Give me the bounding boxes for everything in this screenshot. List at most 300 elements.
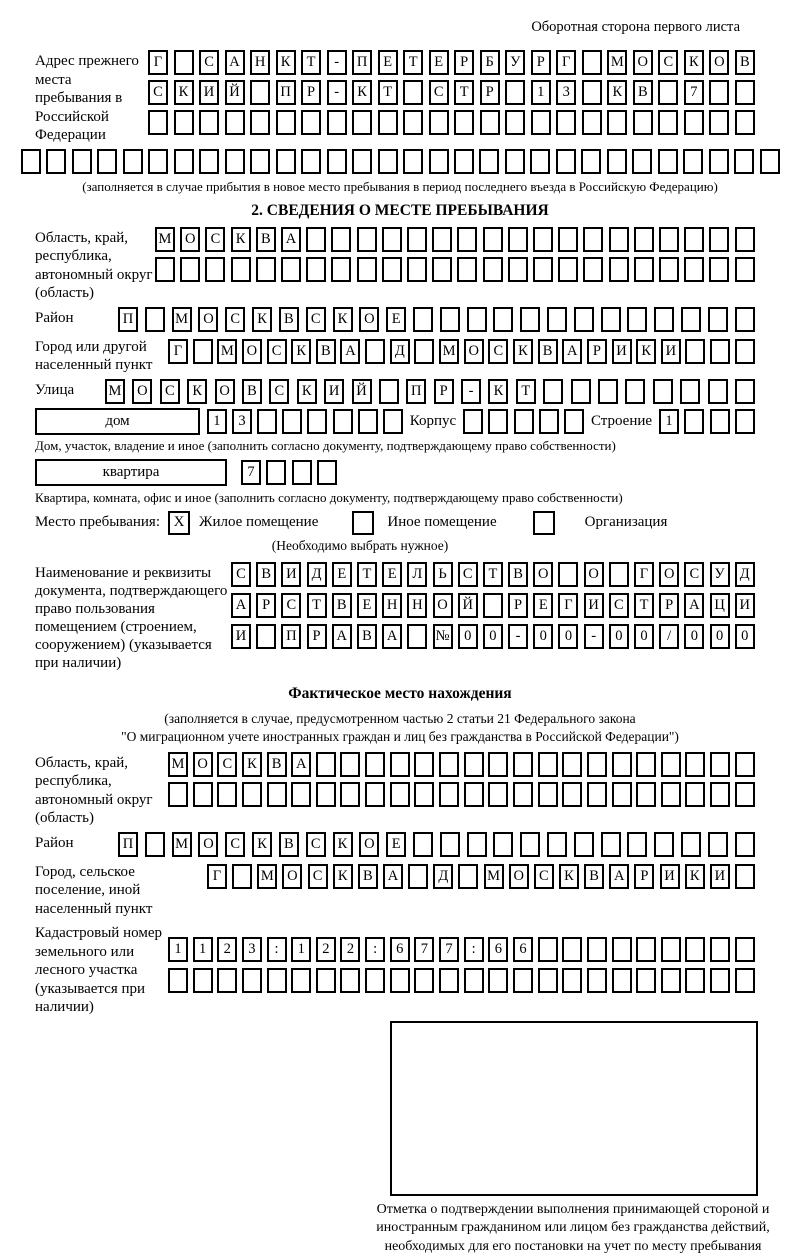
char-cell: К — [488, 379, 508, 404]
char-cell — [266, 460, 286, 485]
char-cell: 1 — [193, 937, 213, 962]
char-cell — [231, 257, 251, 282]
char-cell — [467, 307, 487, 332]
char-cell: К — [242, 752, 262, 777]
char-cell — [547, 832, 567, 857]
actual-location-title: Фактическое место нахождения — [0, 685, 800, 703]
cell-row-korpus — [463, 409, 584, 434]
char-cell: К — [187, 379, 207, 404]
char-cell — [257, 409, 277, 434]
stamp-box-caption: Отметка о подтверждении выполнения принимающей стороной и иностранным гражданином или лицом без гражданства действий, необходимых для его постановки на учет по месту пребывания — [371, 1201, 775, 1256]
char-cell — [464, 752, 484, 777]
char-cell: К — [333, 832, 353, 857]
char-cell — [413, 832, 433, 857]
char-cell — [533, 227, 553, 252]
char-cell — [408, 864, 428, 889]
char-cell — [684, 409, 704, 434]
char-cell: В — [256, 227, 276, 252]
char-cell — [735, 307, 755, 332]
char-cell — [533, 257, 553, 282]
char-cell — [612, 968, 632, 993]
char-cell — [634, 227, 654, 252]
char-cell — [488, 752, 508, 777]
prev-address-block — [0, 50, 800, 145]
char-cell: К — [231, 227, 251, 252]
char-cell — [488, 782, 508, 807]
cell-row-stroenie — [659, 409, 755, 434]
street-label: Улица — [35, 379, 105, 400]
cell-row-actual-region-1 — [168, 752, 755, 777]
char-cell: Е — [429, 50, 449, 75]
char-cell: Е — [382, 562, 402, 587]
char-cell — [148, 110, 168, 135]
char-cell: Д — [390, 339, 410, 364]
char-cell — [340, 968, 360, 993]
char-cell — [564, 409, 584, 434]
char-cell: Ь — [433, 562, 453, 587]
char-cell — [21, 149, 41, 174]
char-cell: С — [429, 80, 449, 105]
char-cell: У — [505, 50, 525, 75]
char-cell — [581, 149, 601, 174]
char-cell: М — [607, 50, 627, 75]
char-cell — [333, 409, 353, 434]
char-cell — [636, 752, 656, 777]
char-cell — [582, 50, 602, 75]
char-cell: Б — [480, 50, 500, 75]
char-cell — [432, 227, 452, 252]
actual-city-label: Город, сельское поселение, иной населенный пункт — [35, 861, 207, 919]
char-cell — [658, 149, 678, 174]
char-cell — [709, 110, 729, 135]
char-cell: О — [198, 832, 218, 857]
apartment-row — [0, 459, 800, 486]
char-cell — [539, 409, 559, 434]
char-cell — [217, 968, 237, 993]
char-cell — [505, 80, 525, 105]
char-cell — [505, 149, 525, 174]
char-cell: К — [636, 339, 656, 364]
char-cell — [538, 752, 558, 777]
char-cell: В — [256, 562, 276, 587]
char-cell — [225, 149, 245, 174]
char-cell: О — [282, 864, 302, 889]
char-cell: 6 — [488, 937, 508, 962]
char-cell: Й — [352, 379, 372, 404]
char-cell: И — [584, 593, 604, 618]
char-cell — [378, 110, 398, 135]
char-cell — [317, 460, 337, 485]
char-cell — [708, 832, 728, 857]
char-cell: № — [433, 624, 453, 649]
char-cell — [710, 409, 730, 434]
char-cell — [276, 110, 296, 135]
char-cell: О — [709, 50, 729, 75]
char-cell: / — [659, 624, 679, 649]
prev-address-label: Адрес прежнего места пребывания в Российской Федерации — [35, 50, 148, 145]
char-cell — [352, 149, 372, 174]
char-cell — [340, 782, 360, 807]
char-cell: 1 — [659, 409, 679, 434]
char-cell: К — [297, 379, 317, 404]
char-cell — [709, 227, 729, 252]
char-cell — [193, 968, 213, 993]
char-cell: О — [198, 307, 218, 332]
char-cell — [148, 149, 168, 174]
apartment-caption: Квартира, комната, офис и иное (заполнить согласно документу, подтверждающему право собственности) — [0, 490, 800, 506]
char-cell — [654, 307, 674, 332]
char-cell: В — [279, 307, 299, 332]
char-cell: : — [365, 937, 385, 962]
document-label: Наименование и реквизиты документа, подтверждающего право пользования помещением (строением, сооружением) (указывается при наличии) — [35, 562, 231, 672]
char-cell: О — [633, 50, 653, 75]
city-label: Город или другой населенный пункт — [35, 336, 168, 375]
cell-row-actual-city — [207, 864, 755, 889]
char-cell — [709, 80, 729, 105]
char-cell — [365, 968, 385, 993]
cell-row-apartment — [241, 460, 337, 485]
char-cell — [709, 257, 729, 282]
char-cell — [612, 937, 632, 962]
char-cell: И — [199, 80, 219, 105]
char-cell — [684, 257, 704, 282]
char-cell: С — [148, 80, 168, 105]
char-cell: С — [205, 227, 225, 252]
char-cell: 1 — [207, 409, 227, 434]
char-cell: А — [562, 339, 582, 364]
char-cell: О — [242, 339, 262, 364]
cell-row-cadastral-2 — [168, 968, 755, 993]
char-cell — [199, 110, 219, 135]
char-cell — [414, 968, 434, 993]
char-cell — [587, 968, 607, 993]
char-cell: 0 — [458, 624, 478, 649]
stay-option-organizatsiya-label: Организация — [585, 514, 668, 531]
char-cell: Т — [403, 50, 423, 75]
char-cell — [429, 149, 449, 174]
char-cell: К — [685, 864, 705, 889]
char-cell: У — [710, 562, 730, 587]
char-cell — [734, 149, 754, 174]
char-cell: 0 — [609, 624, 629, 649]
char-cell: И — [735, 593, 755, 618]
stay-type-row — [0, 511, 800, 535]
char-cell — [558, 562, 578, 587]
char-cell: 7 — [241, 460, 261, 485]
char-cell — [556, 110, 576, 135]
char-cell — [256, 257, 276, 282]
char-cell: Г — [634, 562, 654, 587]
char-cell — [505, 110, 525, 135]
char-cell — [463, 409, 483, 434]
char-cell: Т — [634, 593, 654, 618]
char-cell: Г — [168, 339, 188, 364]
char-cell: К — [684, 50, 704, 75]
char-cell — [583, 257, 603, 282]
city-block — [0, 336, 800, 375]
char-cell: Н — [382, 593, 402, 618]
char-cell: В — [242, 379, 262, 404]
char-cell — [710, 752, 730, 777]
char-cell — [306, 227, 326, 252]
char-cell — [382, 257, 402, 282]
char-cell — [598, 379, 618, 404]
actual-location-caption-2: "О миграционном учете иностранных граждан и лиц без гражданства в Российской Федерации") — [0, 728, 800, 746]
char-cell: Г — [558, 593, 578, 618]
cell-row-prev-address-4 — [21, 149, 780, 174]
char-cell — [685, 339, 705, 364]
char-cell: Е — [378, 50, 398, 75]
char-cell — [199, 149, 219, 174]
char-cell — [583, 227, 603, 252]
char-cell: - — [461, 379, 481, 404]
char-cell — [250, 80, 270, 105]
region-block — [0, 227, 800, 303]
char-cell: В — [538, 339, 558, 364]
char-cell — [684, 110, 704, 135]
char-cell — [601, 307, 621, 332]
char-cell: Ц — [710, 593, 730, 618]
char-cell: П — [118, 307, 138, 332]
char-cell — [378, 149, 398, 174]
char-cell: О — [433, 593, 453, 618]
char-cell — [685, 968, 705, 993]
char-cell: С — [267, 339, 287, 364]
char-cell: О — [215, 379, 235, 404]
char-cell — [558, 227, 578, 252]
char-cell: Й — [458, 593, 478, 618]
char-cell — [407, 227, 427, 252]
char-cell — [513, 782, 533, 807]
char-cell: К — [352, 80, 372, 105]
char-cell: А — [291, 752, 311, 777]
char-cell — [538, 937, 558, 962]
house-caption: Дом, участок, владение и иное (заполнить согласно документу, подтверждающему право собственности) — [0, 438, 800, 454]
char-cell: Д — [433, 864, 453, 889]
char-cell: Р — [256, 593, 276, 618]
char-cell — [390, 782, 410, 807]
house-widebox: дом — [35, 408, 200, 435]
char-cell — [205, 257, 225, 282]
char-cell: С — [269, 379, 289, 404]
char-cell — [180, 257, 200, 282]
cell-row-document-1 — [231, 562, 755, 587]
char-cell — [327, 110, 347, 135]
char-cell: - — [584, 624, 604, 649]
char-cell: К — [252, 307, 272, 332]
char-cell — [562, 782, 582, 807]
char-cell — [123, 149, 143, 174]
char-cell — [301, 110, 321, 135]
char-cell — [709, 149, 729, 174]
char-cell: О — [584, 562, 604, 587]
char-cell — [390, 752, 410, 777]
char-cell — [327, 149, 347, 174]
char-cell — [627, 307, 647, 332]
char-cell — [407, 624, 427, 649]
char-cell: В — [508, 562, 528, 587]
char-cell — [562, 752, 582, 777]
char-cell — [439, 968, 459, 993]
char-cell: О — [359, 307, 379, 332]
district-block — [0, 307, 800, 332]
char-cell: С — [306, 307, 326, 332]
char-cell: 2 — [340, 937, 360, 962]
char-cell — [582, 80, 602, 105]
char-cell — [710, 937, 730, 962]
actual-region-label: Область, край, республика, автономный округ (область) — [35, 752, 168, 828]
char-cell — [331, 227, 351, 252]
char-cell: Р — [434, 379, 454, 404]
char-cell — [145, 832, 165, 857]
char-cell — [735, 752, 755, 777]
char-cell: 2 — [217, 937, 237, 962]
char-cell — [379, 379, 399, 404]
char-cell — [562, 968, 582, 993]
char-cell — [439, 782, 459, 807]
char-cell — [225, 110, 245, 135]
korpus-label: Корпус — [410, 413, 456, 430]
char-cell — [685, 937, 705, 962]
street-block — [0, 379, 800, 404]
char-cell: И — [281, 562, 301, 587]
char-cell — [432, 257, 452, 282]
char-cell: К — [607, 80, 627, 105]
char-cell: 1 — [291, 937, 311, 962]
char-cell — [493, 307, 513, 332]
char-cell — [632, 149, 652, 174]
char-cell: 7 — [684, 80, 704, 105]
char-cell — [587, 782, 607, 807]
char-cell: О — [180, 227, 200, 252]
char-cell: С — [217, 752, 237, 777]
char-cell — [242, 968, 262, 993]
char-cell — [513, 968, 533, 993]
char-cell — [46, 149, 66, 174]
char-cell — [574, 307, 594, 332]
char-cell — [636, 968, 656, 993]
char-cell — [483, 593, 503, 618]
char-cell: С — [225, 307, 245, 332]
cell-row-actual-region-2 — [168, 782, 755, 807]
char-cell — [306, 257, 326, 282]
char-cell — [607, 110, 627, 135]
char-cell: К — [276, 50, 296, 75]
char-cell — [155, 257, 175, 282]
actual-district-block — [0, 832, 800, 857]
char-cell: Е — [332, 562, 352, 587]
char-cell — [480, 110, 500, 135]
char-cell: 0 — [735, 624, 755, 649]
char-cell — [609, 562, 629, 587]
char-cell — [636, 782, 656, 807]
char-cell — [256, 624, 276, 649]
char-cell: 0 — [710, 624, 730, 649]
char-cell: Т — [378, 80, 398, 105]
char-cell: Р — [454, 50, 474, 75]
char-cell — [440, 307, 460, 332]
char-cell — [574, 832, 594, 857]
char-cell — [358, 409, 378, 434]
char-cell: Д — [307, 562, 327, 587]
char-cell — [457, 227, 477, 252]
cell-row-actual-district — [118, 832, 755, 857]
char-cell: Р — [307, 624, 327, 649]
char-cell: Г — [148, 50, 168, 75]
char-cell: Е — [386, 307, 406, 332]
char-cell: О — [659, 562, 679, 587]
char-cell — [403, 80, 423, 105]
char-cell — [633, 110, 653, 135]
char-cell: И — [710, 864, 730, 889]
char-cell — [661, 782, 681, 807]
char-cell: В — [267, 752, 287, 777]
char-cell: 0 — [483, 624, 503, 649]
char-cell: М — [484, 864, 504, 889]
stay-option-zhiloe-label: Жилое помещение — [199, 514, 318, 531]
char-cell — [292, 460, 312, 485]
char-cell: В — [332, 593, 352, 618]
char-cell — [331, 257, 351, 282]
char-cell — [174, 50, 194, 75]
char-cell — [562, 937, 582, 962]
char-cell — [429, 110, 449, 135]
char-cell: М — [168, 752, 188, 777]
char-cell — [612, 752, 632, 777]
char-cell — [530, 149, 550, 174]
char-cell: М — [105, 379, 125, 404]
char-cell: В — [358, 864, 378, 889]
char-cell — [242, 782, 262, 807]
char-cell: М — [172, 307, 192, 332]
char-cell: 1 — [168, 937, 188, 962]
char-cell — [680, 379, 700, 404]
char-cell: А — [382, 624, 402, 649]
checkbox-inoe — [352, 511, 374, 535]
char-cell: 7 — [414, 937, 434, 962]
char-cell: С — [308, 864, 328, 889]
char-cell: С — [609, 593, 629, 618]
char-cell: 0 — [634, 624, 654, 649]
cadastral-block — [0, 922, 800, 1017]
char-cell — [735, 339, 755, 364]
char-cell: К — [291, 339, 311, 364]
char-cell: К — [333, 864, 353, 889]
char-cell: К — [174, 80, 194, 105]
char-cell: Р — [480, 80, 500, 105]
char-cell — [661, 968, 681, 993]
char-cell — [174, 110, 194, 135]
char-cell — [357, 257, 377, 282]
char-cell: Й — [225, 80, 245, 105]
char-cell: - — [508, 624, 528, 649]
apartment-widebox: квартира — [35, 459, 227, 486]
char-cell: И — [612, 339, 632, 364]
char-cell: Т — [357, 562, 377, 587]
char-cell: - — [327, 80, 347, 105]
char-cell: М — [155, 227, 175, 252]
checkbox-organizatsiya — [533, 511, 555, 535]
char-cell: О — [509, 864, 529, 889]
char-cell — [538, 782, 558, 807]
char-cell — [281, 257, 301, 282]
char-cell — [735, 110, 755, 135]
char-cell — [365, 782, 385, 807]
char-cell — [483, 227, 503, 252]
char-cell — [543, 379, 563, 404]
char-cell — [735, 937, 755, 962]
char-cell: Р — [531, 50, 551, 75]
